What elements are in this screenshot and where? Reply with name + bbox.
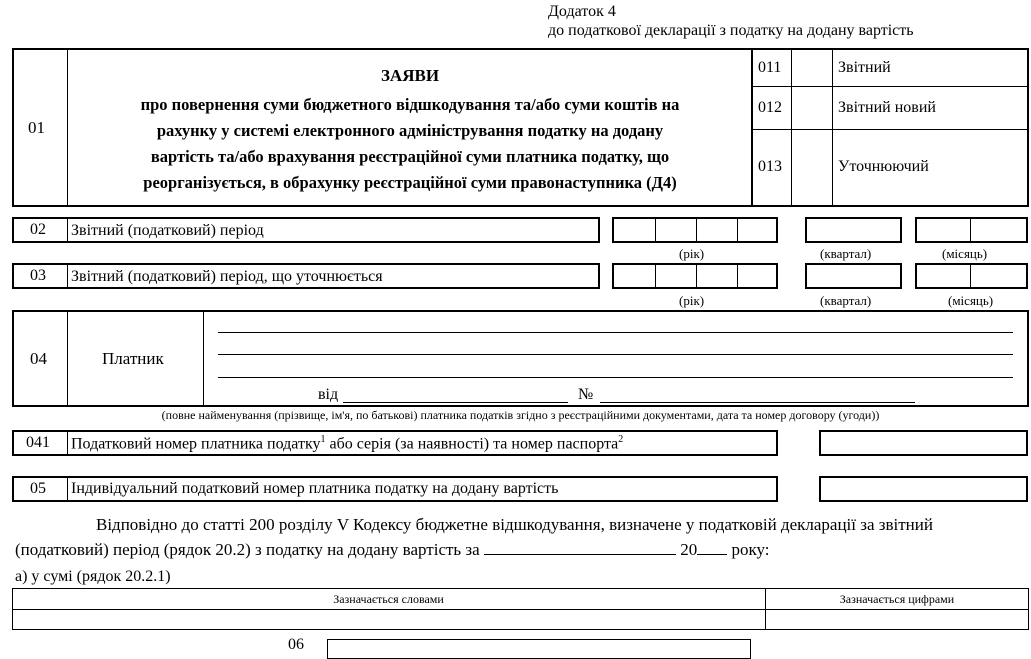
footnote-1: 1 [320,434,326,445]
appendix-title: Додаток 4 [548,3,616,20]
type-011-input[interactable] [793,50,831,85]
payer-name-input[interactable] [218,314,1013,380]
amount-digits-header: Зазначається цифрами [839,592,955,606]
paragraph-period-input[interactable] [484,540,676,555]
row-02-label: Звітний (податковий) період [71,222,264,239]
paragraph-line-2: (податковий) період (рядок 20.2) з податку на додану вартість за 20 року: [15,540,770,559]
amount-words-input[interactable] [14,611,763,628]
payer-number-label: № [578,386,594,403]
bottom-partial-field[interactable] [327,639,751,659]
paragraph-year-input[interactable] [697,540,727,555]
payer-label: Платник [102,349,164,368]
tax-id-input[interactable] [819,430,1028,456]
vat-id-input[interactable] [819,476,1028,502]
row-code-03: 03 [30,267,46,284]
type-013-input[interactable] [793,131,831,205]
type-code-012: 012 [758,99,782,116]
type-label-clarifying: Уточнюючий [838,158,929,175]
payer-from-label: від [318,386,339,403]
type-012-input[interactable] [793,88,831,128]
paragraph-line-1: Відповідно до статті 200 розділу V Кодексу бюджетне відшкодування, визначене у податковій декларації за звітний [96,515,933,534]
row-code-041: 041 [26,434,50,451]
row-05-label: Індивідуальний податковий номер платника податку на додану вартість [71,480,559,497]
payer-caption: (повне найменування (прізвище, ім'я, по батькові) платника податків згідно з реєстраційними документами, дата та номер договору (угоди)) [161,408,880,422]
amount-words-header: Зазначається словами [333,592,444,606]
row-code-02: 02 [30,221,46,238]
row-code-04: 04 [30,349,47,368]
type-label-reporting: Звітний [838,59,891,76]
type-code-011: 011 [758,59,782,76]
row-03-month-input[interactable] [915,263,1028,289]
row-02-month-input[interactable] [915,217,1028,243]
row-02-quarter-input[interactable] [805,217,902,243]
amount-digits-input[interactable] [767,611,1027,628]
row-03-year-input[interactable] [612,263,778,289]
row-02-quarter-caption: (квартал) [820,246,872,261]
row-code-05: 05 [30,480,46,497]
appendix-subtitle: до податкової декларації з податку на додану вартість [548,22,914,39]
form-title: ЗАЯВИ [380,66,440,85]
type-code-013: 013 [758,158,782,175]
row-02-year-caption: (рік) [679,246,705,261]
type-label-new-reporting: Звітний новий [838,99,936,116]
item-a-label: а) у сумі (рядок 20.2.1) [15,568,171,585]
row-code-06-partial: 06 [288,636,304,653]
row-02-year-input[interactable] [612,217,778,243]
row-03-quarter-input[interactable] [805,263,902,289]
row-code-01: 01 [28,118,45,137]
payer-contract-date-input[interactable] [343,388,568,403]
payer-contract-number-input[interactable] [600,388,915,403]
row-03-month-caption: (місяць) [948,293,994,308]
row-03-label: Звітний (податковий) період, що уточнюється [71,268,383,285]
form-subtitle: про повернення суми бюджетного відшкодування та/або суми коштів на рахунку у системі електронного адміністрування податку на додану вартість та/або врахування реєстраційної суми платника податку, що реорганізується, в обрахунку реєстраційної суми правонаступника (Д4) [140,95,680,192]
row-03-year-caption: (рік) [679,293,705,308]
row-03-quarter-caption: (квартал) [820,293,872,308]
row-02-month-caption: (місяць) [942,246,988,261]
row-041-label: Податковий номер платника податку$^1$ або серія (за наявності) та номер паспорта$^2$ [71,434,624,453]
footnote-2: 2 [618,434,624,445]
